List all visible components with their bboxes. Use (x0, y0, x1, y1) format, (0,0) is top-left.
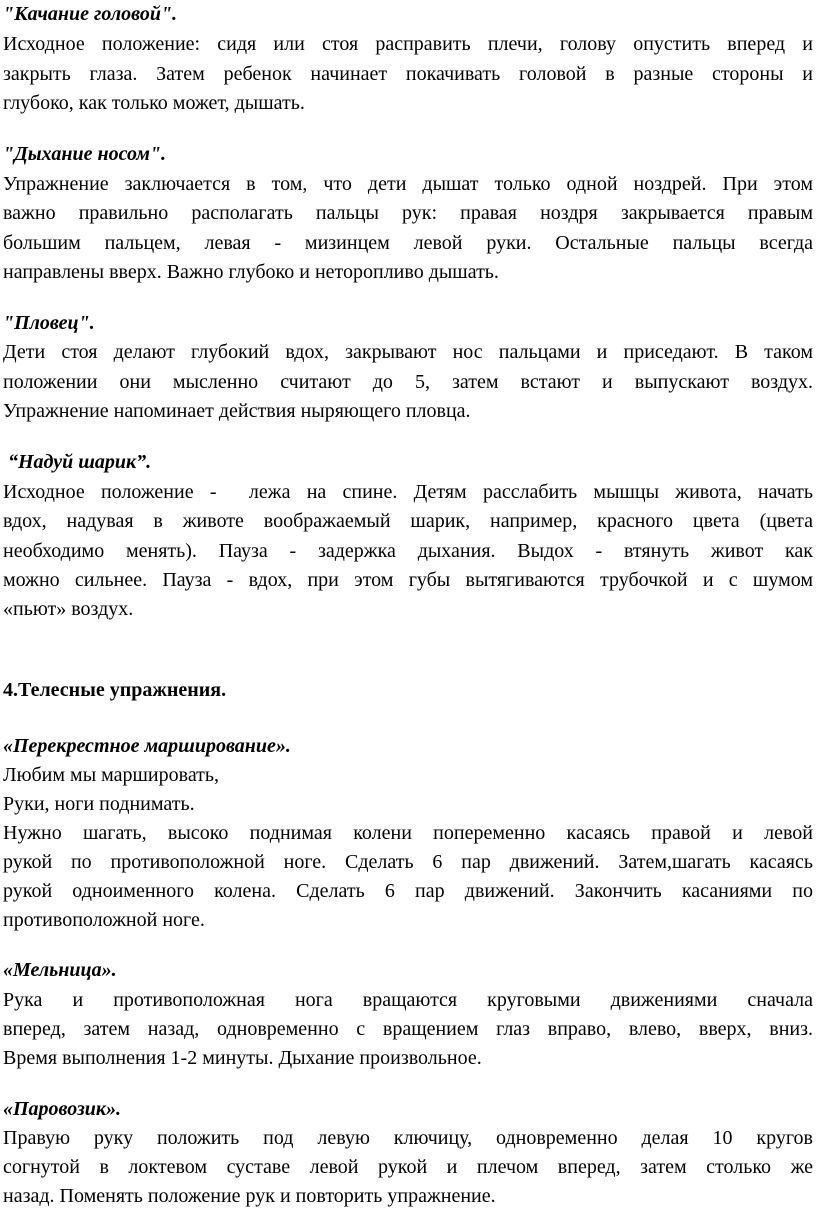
paragraph-line: Любим мы маршировать, (3, 764, 220, 786)
exercise-title-swimmer: "Пловец". (3, 312, 95, 334)
exercise-title-nose-breathing: "Дыхание носом". (3, 143, 167, 165)
exercise-title-balloon: “Надуй шарик”. (3, 451, 152, 473)
paragraph-line: согнутой в локтевом суставе левой рукой и плечом вперед, затем столько же (3, 1156, 813, 1178)
paragraph-line: направлены вверх. Важно глубоко и неторопливо дышать. (3, 261, 499, 283)
paragraph-line: Нужно шагать, высоко поднимая колени попеременно касаясь правой и левой (3, 822, 813, 844)
paragraph-line: Время выполнения 1-2 минуты. Дыхание произвольное. (3, 1047, 482, 1069)
paragraph-line: рукой по противоположной ноге. Сделать 6 пар движений. Затем,шагать касаясь (3, 851, 813, 873)
paragraph-line: Дети стоя делают глубокий вдох, закрывают нос пальцами и приседают. В таком (3, 341, 813, 363)
paragraph-line: глубоко, как только может, дышать. (3, 92, 305, 114)
paragraph-line: Исходное положение - лежа на спине. Детям расслабить мышцы живота, начать (3, 481, 813, 503)
paragraph-line: Правую руку положить под левую ключицу, одновременно делая 10 кругов (3, 1127, 813, 1149)
paragraph-line: вперед, затем назад, одновременно с вращением глаз вправо, влево, вверх, вниз. (3, 1018, 813, 1040)
exercise-title-locomotive: «Паровозик». (3, 1098, 122, 1120)
paragraph-line: рукой одноименного колена. Сделать 6 пар движений. Закончить касаниями по (3, 880, 813, 902)
paragraph-line: вдох, надувая в животе воображаемый шарик, например, красного цвета (цвета (3, 510, 813, 532)
paragraph-line: закрыть глаза. Затем ребенок начинает покачивать головой в разные стороны и (3, 63, 813, 85)
paragraph-line: необходимо менять). Пауза - задержка дыхания. Выдох - втянуть живот как (3, 540, 813, 562)
exercise-title-head-rocking: "Качание головой". (3, 3, 178, 25)
paragraph-line: Упражнение заключается в том, что дети дышат только одной ноздрей. При этом (3, 173, 813, 195)
exercise-title-mill: «Мельница». (3, 959, 117, 981)
paragraph-line: Рука и противоположная нога вращаются круговыми движениями сначала (3, 989, 813, 1011)
paragraph-line: положении они мысленно считают до 5, затем встают и выпускают воздух. (3, 371, 813, 393)
paragraph-line: можно сильнее. Пауза - вдох, при этом губы вытягиваются трубочкой и с шумом (3, 569, 813, 591)
section-heading: 4.Телесные упражнения. (3, 679, 227, 701)
paragraph-line: назад. Поменять положение рук и повторить упражнение. (3, 1185, 496, 1207)
paragraph-line: Упражнение напоминает действия ныряющего пловца. (3, 400, 471, 422)
paragraph-line: большим пальцем, левая - мизинцем левой руки. Остальные пальцы всегда (3, 232, 813, 254)
paragraph-line: Руки, ноги поднимать. (3, 793, 195, 815)
paragraph-line: противоположной ноге. (3, 909, 205, 931)
paragraph-line: «пьют» воздух. (3, 598, 134, 620)
paragraph-line: Исходное положение: сидя или стоя расправить плечи, голову опустить вперед и (3, 33, 813, 55)
paragraph-line: важно правильно располагать пальцы рук: правая ноздря закрывается правым (3, 202, 813, 224)
exercise-title-cross-marching: «Перекрестное марширование». (3, 735, 291, 757)
